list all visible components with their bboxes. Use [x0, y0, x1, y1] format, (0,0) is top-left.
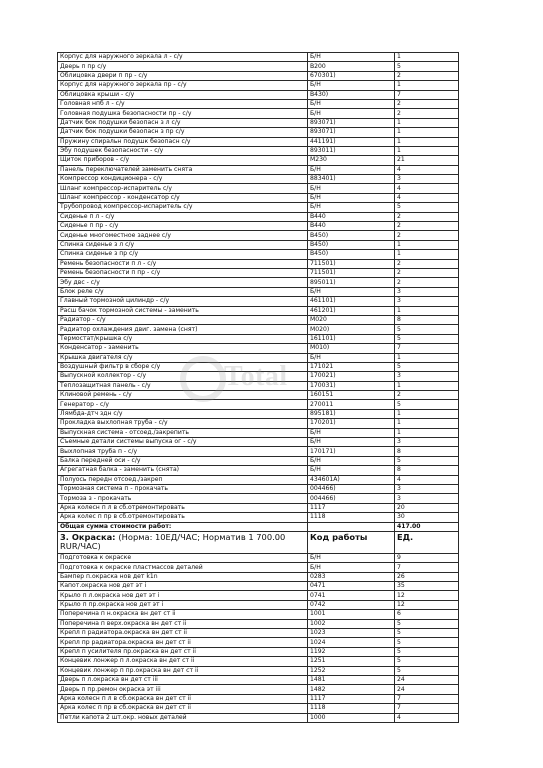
table-row — [58, 250, 459, 259]
item-units: 26 — [395, 572, 459, 581]
item-description: Корпус для наружного зеркала пр - с/у — [58, 81, 308, 90]
item-code: 434601A) — [308, 475, 395, 484]
item-units: 4 — [395, 193, 459, 202]
table-row — [58, 494, 459, 503]
item-description: Конденсатор - заменить — [58, 344, 308, 353]
item-units: 4 — [395, 475, 459, 484]
table-row — [58, 553, 459, 562]
item-description: Компрессор кондиционера - с/у — [58, 175, 308, 184]
item-code: 1251 — [308, 657, 395, 666]
item-units: 5 — [395, 400, 459, 409]
item-code: 1000 — [308, 713, 395, 722]
section-title: 3. Окраска: — [60, 531, 116, 542]
item-code: 160151 — [308, 391, 395, 400]
item-units: 3 — [395, 494, 459, 503]
item-code: 0741 — [308, 591, 395, 600]
item-code: Б/Н — [308, 203, 395, 212]
item-description: Эбу подушек безопасности - с/у — [58, 146, 308, 155]
item-code: B450) — [308, 240, 395, 249]
item-description: Датчик бок подушки безопасн з пр с/у — [58, 128, 308, 137]
item-units: 1 — [395, 409, 459, 418]
item-code: 004466) — [308, 484, 395, 493]
item-units: 2 — [395, 109, 459, 118]
item-code: Б/Н — [308, 353, 395, 362]
table-row — [58, 657, 459, 666]
item-units: 3 — [395, 175, 459, 184]
item-description: Сиденье п пр - с/у — [58, 222, 308, 231]
item-code: 170021) — [308, 372, 395, 381]
item-description: Корпус для наружного зеркала л - с/у — [58, 53, 308, 62]
table-row — [58, 268, 459, 277]
item-units: 24 — [395, 685, 459, 694]
item-code: 161101) — [308, 334, 395, 343]
item-code: M230 — [308, 156, 395, 165]
table-row — [58, 704, 459, 713]
item-description: Щиток приборов - с/у — [58, 156, 308, 165]
total-label: Общая сумма стоимости работ: — [58, 522, 308, 531]
table-row — [58, 306, 459, 315]
item-units: 12 — [395, 600, 459, 609]
item-units: 4 — [395, 184, 459, 193]
item-description: Петли капота 2 шт.окр. новых деталей — [58, 713, 308, 722]
table-row — [58, 175, 459, 184]
item-code: 461101) — [308, 297, 395, 306]
item-code: Б/Н — [308, 466, 395, 475]
item-units: 2 — [395, 212, 459, 221]
item-description: Ремень безопасности п пр - с/у — [58, 268, 308, 277]
item-description: Трубопровод компрессор-испаритель с/у — [58, 203, 308, 212]
item-description: Концевик лонжер п л.окраска вн дет ст ii — [58, 657, 308, 666]
table-row — [58, 629, 459, 638]
item-code: B440 — [308, 212, 395, 221]
total-row — [58, 522, 459, 531]
item-code: Б/Н — [308, 456, 395, 465]
item-units: 1 — [395, 137, 459, 146]
total-code — [308, 522, 395, 531]
table-row — [58, 287, 459, 296]
item-code: Б/Н — [308, 428, 395, 437]
table-row — [58, 334, 459, 343]
item-code: M020) — [308, 325, 395, 334]
item-code: 895011) — [308, 278, 395, 287]
item-description: Концевик лонжер п пр.окраска вн дет ст ii — [58, 666, 308, 675]
table-row — [58, 400, 459, 409]
item-units: 2 — [395, 268, 459, 277]
table-row — [58, 484, 459, 493]
item-description: Полуось передн отсоед./закреп — [58, 475, 308, 484]
item-code: M010) — [308, 344, 395, 353]
item-units: 6 — [395, 610, 459, 619]
table-row — [58, 90, 459, 99]
item-units: 5 — [395, 456, 459, 465]
item-description: Подготовка к окраске — [58, 553, 308, 562]
item-units: 1 — [395, 128, 459, 137]
item-description: Выхлопная труба п - с/у — [58, 447, 308, 456]
item-description: Теплозащитная панель - с/у — [58, 381, 308, 390]
item-units: 9 — [395, 553, 459, 562]
table-row — [58, 372, 459, 381]
item-code: 711501) — [308, 259, 395, 268]
item-description: Главный тормозной цилиндр - с/у — [58, 297, 308, 306]
item-units: 24 — [395, 676, 459, 685]
item-code: Б/Н — [308, 165, 395, 174]
item-units: 3 — [395, 287, 459, 296]
item-description: Термостат/крышка с/у — [58, 334, 308, 343]
item-units: 1 — [395, 146, 459, 155]
item-units: 1 — [395, 118, 459, 127]
item-units: 5 — [395, 203, 459, 212]
table-row — [58, 118, 459, 127]
item-code: Б/Н — [308, 193, 395, 202]
item-units: 4 — [395, 713, 459, 722]
table-row — [58, 685, 459, 694]
item-units: 5 — [395, 619, 459, 628]
table-row — [58, 572, 459, 581]
table-row — [58, 591, 459, 600]
item-description: Сиденье п л - с/у — [58, 212, 308, 221]
table-row — [58, 278, 459, 287]
table-row — [58, 212, 459, 221]
item-description: Тормоза з - прокачать — [58, 494, 308, 503]
item-description: Арка колес п пр в сб.отремонтировать — [58, 513, 308, 522]
item-units: 5 — [395, 62, 459, 71]
item-description: Агрегатная балка - заменить (снята) — [58, 466, 308, 475]
item-code: 1001 — [308, 610, 395, 619]
item-description: Выпускной коллектор - с/у — [58, 372, 308, 381]
item-description: Капот.окраска нов дет эт i — [58, 582, 308, 591]
table-row — [58, 563, 459, 572]
item-code: 1252 — [308, 666, 395, 675]
item-units: 7 — [395, 344, 459, 353]
table-row — [58, 694, 459, 703]
item-units: 1 — [395, 250, 459, 259]
item-description: Датчик бок подушки безопасн з л с/у — [58, 118, 308, 127]
item-code: 883401) — [308, 175, 395, 184]
item-description: Прокладка выхлопная труба - с/у — [58, 419, 308, 428]
item-description: Пружину спиральн подушк безопасн с/у — [58, 137, 308, 146]
table-row — [58, 513, 459, 522]
item-code: B450) — [308, 250, 395, 259]
item-description: Лямбда-дтч здн с/у — [58, 409, 308, 418]
item-units: 35 — [395, 582, 459, 591]
item-description: Облицовка крыши - с/у — [58, 90, 308, 99]
total-value: 417.00 — [395, 522, 459, 531]
table-row — [58, 475, 459, 484]
item-units: 7 — [395, 563, 459, 572]
item-code: Б/Н — [308, 81, 395, 90]
table-row — [58, 193, 459, 202]
table-row — [58, 62, 459, 71]
item-units: 5 — [395, 657, 459, 666]
table-row — [58, 297, 459, 306]
item-code: 1024 — [308, 638, 395, 647]
item-units: 2 — [395, 278, 459, 287]
item-description: Воздушный фильтр в сборе с/у — [58, 362, 308, 371]
table-row — [58, 137, 459, 146]
table-row — [58, 259, 459, 268]
item-units: 5 — [395, 647, 459, 656]
table-row — [58, 240, 459, 249]
item-code: 893011) — [308, 146, 395, 155]
item-code: M020 — [308, 315, 395, 324]
item-description: Дверь п пр с/у — [58, 62, 308, 71]
item-description: Крепл п усилителя пр.окраска вн дет ст ii — [58, 647, 308, 656]
item-description: Крепл п радиатора.окраска вн дет ст ii — [58, 629, 308, 638]
section-col-units-header: ЕД. — [395, 531, 459, 553]
table-row — [58, 381, 459, 390]
item-units: 8 — [395, 315, 459, 324]
item-units: 2 — [395, 222, 459, 231]
table-row — [58, 344, 459, 353]
item-code: 170201) — [308, 419, 395, 428]
item-description: Генератор - с/у — [58, 400, 308, 409]
table-row — [58, 315, 459, 324]
table-row — [58, 362, 459, 371]
table-row — [58, 428, 459, 437]
table-row — [58, 466, 459, 475]
item-description: Клиновой ремень - с/у — [58, 391, 308, 400]
item-description: Крышка двигателя с/у — [58, 353, 308, 362]
table-row — [58, 666, 459, 675]
item-units: 5 — [395, 629, 459, 638]
item-code: 170031) — [308, 381, 395, 390]
item-code: Б/Н — [308, 553, 395, 562]
item-description: Головная подушка безопасности пр - с/у — [58, 109, 308, 118]
item-code: B430) — [308, 90, 395, 99]
item-units: 2 — [395, 99, 459, 108]
item-units: 1 — [395, 240, 459, 249]
item-code: B440 — [308, 222, 395, 231]
item-code: 461201) — [308, 306, 395, 315]
item-description: Эбу двс - с/у — [58, 278, 308, 287]
table-row — [58, 503, 459, 512]
item-description: Головная нпб л - с/у — [58, 99, 308, 108]
table-row — [58, 419, 459, 428]
repair-items-body — [58, 53, 459, 523]
item-units: 3 — [395, 438, 459, 447]
item-description: Спинка сиденье з пр с/у — [58, 250, 308, 259]
item-description: Расш бачок тормозной системы - заменить — [58, 306, 308, 315]
item-description: Арка колесн п л в сб.отремонтировать — [58, 503, 308, 512]
item-code: Б/Н — [308, 438, 395, 447]
table-row — [58, 165, 459, 174]
item-code: 893071) — [308, 118, 395, 127]
table-row — [58, 156, 459, 165]
table-row — [58, 600, 459, 609]
item-description: Подготовка к окраске пластмассов деталей — [58, 563, 308, 572]
item-units: 1 — [395, 353, 459, 362]
item-units: 3 — [395, 297, 459, 306]
item-description: Поперечина п н.окраска вн дет ст ii — [58, 610, 308, 619]
item-code: 1117 — [308, 503, 395, 512]
item-code: 1117 — [308, 694, 395, 703]
item-description: Бампер п.окраска нов дет k1n — [58, 572, 308, 581]
item-description: Облицовка двери п пр - с/у — [58, 71, 308, 80]
table-row — [58, 81, 459, 90]
item-code: 0471 — [308, 582, 395, 591]
item-units: 1 — [395, 381, 459, 390]
table-row — [58, 582, 459, 591]
item-code: 1023 — [308, 629, 395, 638]
item-code: 0283 — [308, 572, 395, 581]
item-units: 2 — [395, 231, 459, 240]
table-row — [58, 619, 459, 628]
item-code: Б/Н — [308, 184, 395, 193]
item-units: 8 — [395, 447, 459, 456]
table-row — [58, 203, 459, 212]
item-units: 1 — [395, 53, 459, 62]
table-row — [58, 128, 459, 137]
item-description: Поперечина п верх.окраска вн дет ст ii — [58, 619, 308, 628]
table-row — [58, 99, 459, 108]
table-row — [58, 438, 459, 447]
table-row — [58, 222, 459, 231]
table-row — [58, 71, 459, 80]
item-units: 5 — [395, 334, 459, 343]
item-description: Крепл пр радиатора.окраска вн дет ст ii — [58, 638, 308, 647]
item-code: 1481 — [308, 676, 395, 685]
table-row — [58, 610, 459, 619]
item-description: Крыло п л.окраска нов дет эт i — [58, 591, 308, 600]
item-description: Арка колес п пр в сб.окраска вн дет ст ii — [58, 704, 308, 713]
table-row — [58, 53, 459, 62]
item-units: 8 — [395, 466, 459, 475]
item-units: 2 — [395, 391, 459, 400]
item-code: 004466) — [308, 494, 395, 503]
item-description: Арка колесн п л в сб.окраска вн дет ст ii — [58, 694, 308, 703]
item-units: 7 — [395, 90, 459, 99]
total-body — [58, 522, 459, 553]
item-units: 5 — [395, 325, 459, 334]
section-header-row — [58, 531, 459, 553]
item-code: B450) — [308, 231, 395, 240]
item-units: 30 — [395, 513, 459, 522]
table-row — [58, 447, 459, 456]
table-row — [58, 391, 459, 400]
table-row — [58, 353, 459, 362]
table-row — [58, 146, 459, 155]
item-units: 5 — [395, 638, 459, 647]
item-code: Б/Н — [308, 287, 395, 296]
item-description: Шланг компрессор - конденсатор с/у — [58, 193, 308, 202]
item-units: 3 — [395, 372, 459, 381]
item-description: Крыло п пр.окраска нов дет эт i — [58, 600, 308, 609]
item-units: 4 — [395, 165, 459, 174]
item-code: 1118 — [308, 513, 395, 522]
section-subtitle: (Норма: 10ЕД/ЧАС; Норматив 1 700.00 RUR/ЧАС) — [60, 531, 286, 552]
item-description: Ремень безопасности п л - с/у — [58, 259, 308, 268]
item-code: 1482 — [308, 685, 395, 694]
item-code: 0742 — [308, 600, 395, 609]
table-row — [58, 676, 459, 685]
table-row — [58, 713, 459, 722]
item-units: 3 — [395, 484, 459, 493]
item-code: B200 — [308, 62, 395, 71]
item-code: 1002 — [308, 619, 395, 628]
item-code: Б/Н — [308, 99, 395, 108]
item-description: Радиатор - с/у — [58, 315, 308, 324]
table-row — [58, 409, 459, 418]
item-description: Радиатор охлаждения двиг. замена (снят) — [58, 325, 308, 334]
table-row — [58, 184, 459, 193]
item-code: 893071) — [308, 128, 395, 137]
item-description: Выпускная система - отсоед./закрепить — [58, 428, 308, 437]
section-title-cell — [58, 531, 308, 553]
item-code: 441191) — [308, 137, 395, 146]
table-row — [58, 638, 459, 647]
item-units: 1 — [395, 81, 459, 90]
work-items-table — [57, 52, 459, 723]
paint-items-body — [58, 553, 459, 722]
table-row — [58, 231, 459, 240]
item-units: 5 — [395, 362, 459, 371]
table-row — [58, 109, 459, 118]
item-code: 171021 — [308, 362, 395, 371]
item-units: 7 — [395, 694, 459, 703]
item-units: 20 — [395, 503, 459, 512]
item-code: 1118 — [308, 704, 395, 713]
item-description: Тормозная система п - прокачать — [58, 484, 308, 493]
item-code: 670301) — [308, 71, 395, 80]
item-code: 1192 — [308, 647, 395, 656]
item-description: Блок реле с/у — [58, 287, 308, 296]
item-code: 270011 — [308, 400, 395, 409]
item-description: Съемные детали системы выпуска ог - с/у — [58, 438, 308, 447]
item-units: 2 — [395, 259, 459, 268]
item-units: 1 — [395, 428, 459, 437]
item-description: Спинка сиденье з л с/у — [58, 240, 308, 249]
item-units: 5 — [395, 666, 459, 675]
item-units: 1 — [395, 306, 459, 315]
item-description: Балка передней оси - с/у — [58, 456, 308, 465]
item-units: 2 — [395, 71, 459, 80]
table-row — [58, 325, 459, 334]
watermark-text: Total — [224, 361, 288, 392]
item-code: 170171) — [308, 447, 395, 456]
item-units: 1 — [395, 419, 459, 428]
section-col-code-header: Код работы — [308, 531, 395, 553]
item-description: Дверь п л.окраска вн дет ст iii — [58, 676, 308, 685]
item-description: Сиденье многоместное заднее с/у — [58, 231, 308, 240]
item-units: 21 — [395, 156, 459, 165]
item-code: Б/Н — [308, 109, 395, 118]
item-code: 711501) — [308, 268, 395, 277]
item-description: Панель переключателей заменить снята — [58, 165, 308, 174]
item-code: 895181) — [308, 409, 395, 418]
item-units: 7 — [395, 704, 459, 713]
table-row — [58, 456, 459, 465]
item-description: Дверь п пр.ремон окраска эт iii — [58, 685, 308, 694]
item-code: Б/Н — [308, 53, 395, 62]
item-code: Б/Н — [308, 563, 395, 572]
item-units: 12 — [395, 591, 459, 600]
table-row — [58, 647, 459, 656]
item-description: Шланг компрессор-испаритель с/у — [58, 184, 308, 193]
